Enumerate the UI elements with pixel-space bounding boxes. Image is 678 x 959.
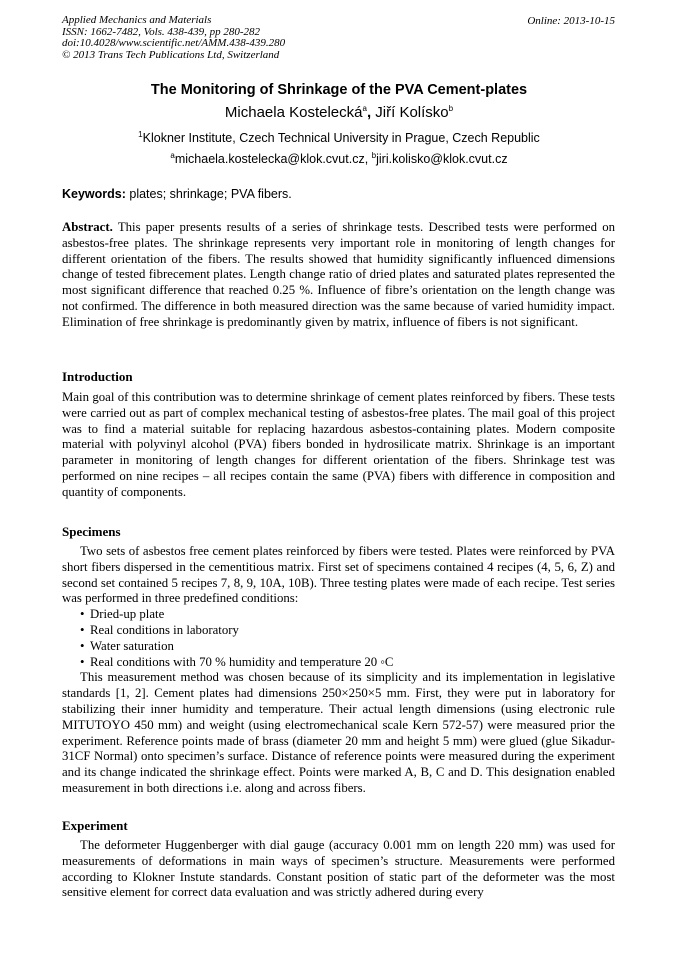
affiliation-sup: 1 — [138, 129, 143, 139]
introduction-text: Main goal of this contribution was to determine shrinkage of cement plates reinforced by fibers. These tests were carried out as part of complex mechanical testing of asbestos-free plates. The mail goal of this project was to find a material suitable for replacing hazardous asbestos-containing plates. Modern composite material with polyvinyl alcohol (PVA) fibers bonded in hydrosilicate matrix. Shrinkage is an important parameter in monitoring of length changes for different orientation of the fibers. Shrinkage test was performed on nine recipes – all recipes contain the same (PVA) fibers with difference in composition and quantity of components. — [62, 390, 615, 499]
specimens-heading: Specimens — [62, 524, 121, 539]
list-item-text: Dried-up plate — [90, 607, 165, 622]
email-b-sup: b — [371, 150, 377, 160]
journal-doi: doi:10.4028/www.scientific.net/AMM.438-439.280 — [62, 37, 286, 49]
keywords — [62, 187, 292, 201]
experiment-text: The deformeter Huggenberger with dial gauge (accuracy 0.001 mm on length 220 mm) was used for measurements of deformations in main ways of specimen’s structure. Measurements were performed according to Klokner Instute standards. Constant position of static part of the deformeter was the most sensitive element for correct data evaluation and was strictly adhered during every — [62, 838, 615, 900]
list-item-text: Real conditions in laboratory — [90, 622, 239, 637]
abstract-label: Abstract. — [62, 220, 113, 234]
list-item — [62, 655, 615, 671]
author-1: Michaela Kostelecká — [224, 104, 363, 121]
bullet-symbol: • — [80, 654, 85, 669]
condition-list — [62, 607, 615, 670]
keywords-text: plates; shrinkage; PVA fibers. — [125, 187, 292, 201]
bullet-symbol: • — [80, 622, 85, 637]
specimens-paragraph-2: This measurement method was chosen because of its simplicity and its implementation in legislative standards [1, 2]. Cement plates had dimensions 250×250×5 mm. First, they were put in laboratory for stabilizing their inner humidity and temperature. Their actual length dimensions (using electronic rule MITUTOYO 450 mm) and weight (using electromechanical scale Kern 572-57) were measured prior the experiment. Reference points made of brass (diameter 20 mm and height 5 mm) were glued (glue Sikadur-31CF Normal) onto specimen’s surface. Distance of reference points were measured during the experiment and its change indicated the shrinkage effect. Points were marked A, B, C and D. This designation enabled measurement in both directions i.e. along and across fibers. — [62, 670, 615, 795]
list-item-text: Real conditions with 70 % humidity and temperature 20 ◦C — [90, 654, 394, 669]
journal-copyright: © 2013 Trans Tech Publications Ltd, Switzerland — [62, 48, 280, 61]
paper-title: The Monitoring of Shrinkage of the PVA Cement-plates — [150, 82, 528, 98]
bullet-symbol: • — [80, 607, 85, 622]
abstract — [62, 220, 615, 331]
author-2-sup: b — [448, 104, 454, 113]
author-emails — [0, 152, 678, 166]
journal-issn: ISSN: 1662-7482, Vols. 438-439, pp 280-282 — [62, 25, 260, 38]
email-a-sup: a — [170, 150, 175, 160]
keywords-label: Keywords: — [62, 187, 126, 201]
list-item — [62, 639, 615, 655]
affiliation-text: Klokner Institute, Czech Technical University in Prague, Czech Republic — [142, 131, 540, 145]
journal-header — [62, 15, 285, 61]
journal-name: Applied Mechanics and Materials — [62, 14, 212, 26]
email-a[interactable]: michaela.kostelecka@klok.cvut.cz, — [174, 152, 372, 166]
bullet-symbol: • — [80, 638, 85, 653]
list-item-text: Water saturation — [90, 638, 174, 653]
affiliation — [0, 131, 678, 145]
experiment-heading: Experiment — [62, 818, 128, 833]
author-2: Jiří Kolísko — [375, 104, 449, 121]
experiment-body — [62, 838, 615, 901]
specimens-body — [62, 544, 615, 797]
online-date: Online: 2013-10-15 — [527, 15, 615, 27]
author-separator: , — [366, 104, 376, 121]
introduction-body — [62, 390, 615, 501]
abstract-text: This paper presents results of a series of shrinkage tests. Described tests were performed on asbestos-free plates. The shrinkage represents very important role in monitoring of length changes for different orientation of the fibers. The results showed that humidity significantly influenced dimensions change of tested fibrecement plates. Length change ratio of dried plates and saturated plates represented the most significant difference that reached 0.25 %. Influence of fibre’s orientation on the length change was not confirmed. The difference in both measured direction was the same because of varied humidity impact. Elimination of free shrinkage is predominantly given by matrix, influence of fibers is not significant. — [62, 220, 615, 329]
specimens-paragraph-1: Two sets of asbestos free cement plates reinforced by fibers were tested. Plates were reinforced by PVA short fibers dispersed in the cementitious matrix. First set of specimens contained 4 recipes (4, 5, 6, Z) and second set contained 5 recipes 7, 8, 9, 10A, 10B). Three testing plates were made of each recipe. Test series was performed in three predefined conditions: — [62, 544, 615, 606]
introduction-heading: Introduction — [62, 369, 133, 384]
author-line — [0, 104, 678, 121]
list-item — [62, 623, 615, 639]
list-item — [62, 607, 615, 623]
email-b[interactable]: jiri.kolisko@klok.cvut.cz — [376, 152, 508, 166]
author-1-sup: a — [362, 104, 367, 113]
